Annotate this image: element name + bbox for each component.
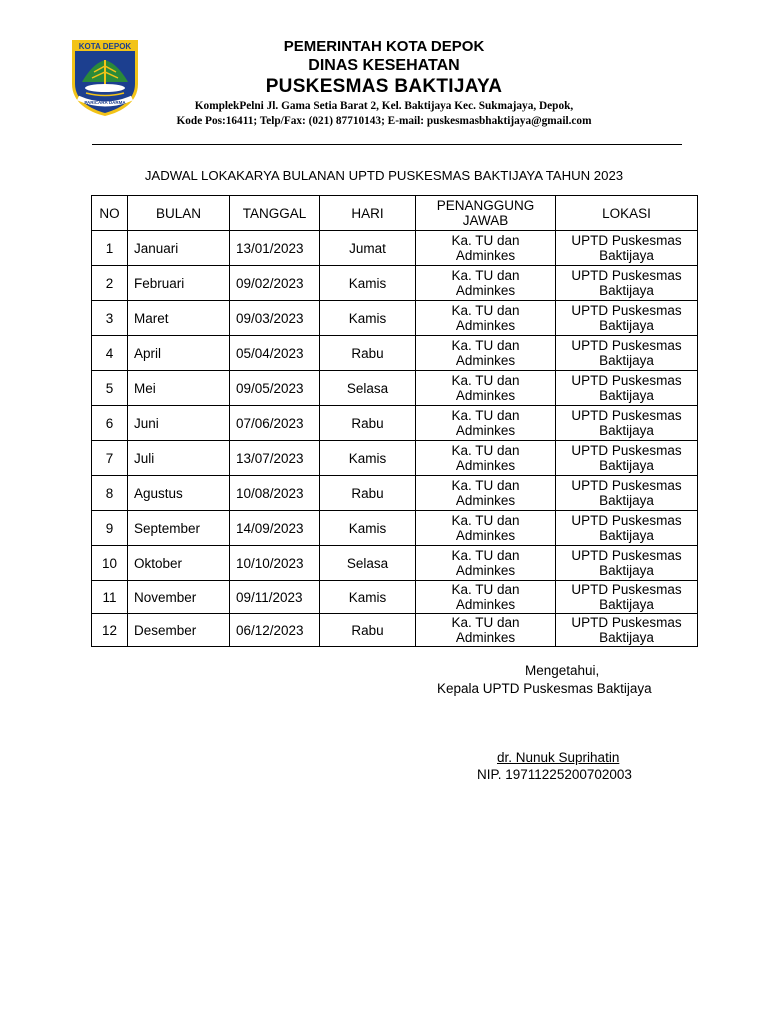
cell-bulan: September xyxy=(128,511,230,546)
header-no: NO xyxy=(92,196,128,231)
cell-hari: Rabu xyxy=(320,336,416,371)
cell-tanggal: 13/07/2023 xyxy=(230,441,320,476)
cell-hari: Kamis xyxy=(320,511,416,546)
cell-pj-line1: Ka. TU dan xyxy=(451,548,520,563)
cell-penanggung-jawab xyxy=(416,371,556,406)
cell-bulan: November xyxy=(128,581,230,614)
cell-no: 4 xyxy=(92,336,128,371)
letterhead-government: PEMERINTAH KOTA DEPOK xyxy=(283,38,485,55)
cell-lokasi-line2: Baktijaya xyxy=(599,423,654,438)
cell-bulan: Mei xyxy=(128,371,230,406)
cell-lokasi-line1: UPTD Puskesmas xyxy=(571,233,682,248)
cell-lokasi xyxy=(556,406,698,441)
cell-lokasi xyxy=(556,336,698,371)
cell-lokasi xyxy=(556,581,698,614)
cell-lokasi-line1: UPTD Puskesmas xyxy=(571,338,682,353)
table-row xyxy=(92,406,698,441)
cell-bulan: Juli xyxy=(128,441,230,476)
cell-hari: Rabu xyxy=(320,476,416,511)
cell-hari: Kamis xyxy=(320,266,416,301)
document-title: JADWAL LOKAKARYA BULANAN UPTD PUSKESMAS BAKTIJAYA TAHUN 2023 xyxy=(144,168,624,183)
cell-hari: Rabu xyxy=(320,614,416,647)
cell-pj-line2: Adminkes xyxy=(455,630,516,645)
cell-hari: Selasa xyxy=(320,371,416,406)
cell-lokasi-line1: UPTD Puskesmas xyxy=(571,373,682,388)
cell-bulan: Januari xyxy=(128,231,230,266)
cell-bulan: Desember xyxy=(128,614,230,647)
cell-tanggal: 09/03/2023 xyxy=(230,301,320,336)
cell-hari: Selasa xyxy=(320,546,416,581)
table-row xyxy=(92,266,698,301)
cell-lokasi xyxy=(556,266,698,301)
header-bulan: BULAN xyxy=(128,196,230,231)
header-tanggal: TANGGAL xyxy=(230,196,320,231)
logo-banner-text: KOTA DEPOK xyxy=(78,42,132,51)
header-penanggung-jawab xyxy=(416,196,556,231)
header-lokasi: LOKASI xyxy=(556,196,698,231)
cell-pj-line2: Adminkes xyxy=(455,563,516,578)
cell-penanggung-jawab xyxy=(416,511,556,546)
cell-tanggal: 09/11/2023 xyxy=(230,581,320,614)
cell-penanggung-jawab xyxy=(416,266,556,301)
cell-lokasi-line2: Baktijaya xyxy=(599,353,654,368)
table-row xyxy=(92,441,698,476)
signer-position: Kepala UPTD Puskesmas Baktijaya xyxy=(437,681,652,696)
cell-penanggung-jawab xyxy=(416,301,556,336)
header-hari: HARI xyxy=(320,196,416,231)
cell-lokasi-line2: Baktijaya xyxy=(599,597,654,612)
cell-tanggal: 09/02/2023 xyxy=(230,266,320,301)
cell-lokasi-line2: Baktijaya xyxy=(599,283,654,298)
cell-lokasi-line2: Baktijaya xyxy=(599,458,654,473)
cell-bulan: Juni xyxy=(128,406,230,441)
cell-pj-line1: Ka. TU dan xyxy=(451,478,520,493)
table-header-row xyxy=(92,196,698,231)
cell-pj-line1: Ka. TU dan xyxy=(451,373,520,388)
cell-pj-line1: Ka. TU dan xyxy=(451,268,520,283)
cell-lokasi-line2: Baktijaya xyxy=(599,388,654,403)
cell-hari: Jumat xyxy=(320,231,416,266)
cell-penanggung-jawab xyxy=(416,546,556,581)
header-pj-line2: JAWAB xyxy=(462,213,509,228)
cell-pj-line2: Adminkes xyxy=(455,528,516,543)
table-row xyxy=(92,581,698,614)
cell-lokasi-line2: Baktijaya xyxy=(599,248,654,263)
cell-lokasi xyxy=(556,614,698,647)
cell-pj-line2: Adminkes xyxy=(455,318,516,333)
cell-tanggal: 10/08/2023 xyxy=(230,476,320,511)
cell-pj-line1: Ka. TU dan xyxy=(451,513,520,528)
cell-no: 8 xyxy=(92,476,128,511)
table-row xyxy=(92,614,698,647)
table-row xyxy=(92,546,698,581)
cell-penanggung-jawab xyxy=(416,476,556,511)
cell-no: 10 xyxy=(92,546,128,581)
cell-lokasi xyxy=(556,301,698,336)
cell-lokasi-line1: UPTD Puskesmas xyxy=(571,478,682,493)
table-row xyxy=(92,231,698,266)
cell-pj-line2: Adminkes xyxy=(455,458,516,473)
cell-bulan: April xyxy=(128,336,230,371)
signer-name: dr. Nunuk Suprihatin xyxy=(497,750,620,765)
cell-lokasi-line2: Baktijaya xyxy=(599,528,654,543)
cell-pj-line2: Adminkes xyxy=(455,353,516,368)
cell-pj-line1: Ka. TU dan xyxy=(451,615,520,630)
table-row xyxy=(92,511,698,546)
cell-tanggal: 14/09/2023 xyxy=(230,511,320,546)
cell-penanggung-jawab xyxy=(416,581,556,614)
acknowledgement-label: Mengetahui, xyxy=(525,663,600,678)
cell-lokasi xyxy=(556,441,698,476)
cell-lokasi-line1: UPTD Puskesmas xyxy=(571,268,682,283)
cell-tanggal: 06/12/2023 xyxy=(230,614,320,647)
cell-no: 11 xyxy=(92,581,128,614)
cell-lokasi-line2: Baktijaya xyxy=(599,563,654,578)
cell-no: 9 xyxy=(92,511,128,546)
cell-lokasi-line1: UPTD Puskesmas xyxy=(571,615,682,630)
cell-no: 3 xyxy=(92,301,128,336)
cell-lokasi-line1: UPTD Puskesmas xyxy=(571,303,682,318)
cell-pj-line2: Adminkes xyxy=(455,493,516,508)
cell-penanggung-jawab xyxy=(416,614,556,647)
cell-bulan: Agustus xyxy=(128,476,230,511)
schedule-table xyxy=(91,195,698,647)
cell-hari: Kamis xyxy=(320,581,416,614)
cell-pj-line1: Ka. TU dan xyxy=(451,408,520,423)
cell-hari: Kamis xyxy=(320,301,416,336)
cell-no: 7 xyxy=(92,441,128,476)
header-pj-line1: PENANGGUNG xyxy=(436,198,535,213)
cell-lokasi-line1: UPTD Puskesmas xyxy=(571,548,682,563)
cell-lokasi xyxy=(556,546,698,581)
cell-pj-line2: Adminkes xyxy=(455,248,516,263)
cell-lokasi-line1: UPTD Puskesmas xyxy=(571,582,682,597)
cell-penanggung-jawab xyxy=(416,336,556,371)
cell-no: 12 xyxy=(92,614,128,647)
cell-tanggal: 10/10/2023 xyxy=(230,546,320,581)
logo-motto-text: PARICARA DARMA xyxy=(84,100,126,105)
cell-penanggung-jawab xyxy=(416,231,556,266)
cell-lokasi xyxy=(556,511,698,546)
cell-pj-line1: Ka. TU dan xyxy=(451,338,520,353)
cell-penanggung-jawab xyxy=(416,406,556,441)
cell-hari: Rabu xyxy=(320,406,416,441)
cell-lokasi xyxy=(556,231,698,266)
cell-pj-line2: Adminkes xyxy=(455,423,516,438)
cell-pj-line1: Ka. TU dan xyxy=(451,582,520,597)
cell-bulan: Oktober xyxy=(128,546,230,581)
letterhead-divider xyxy=(92,144,682,145)
letterhead xyxy=(140,38,628,129)
letterhead-address: KomplekPelni Jl. Gama Setia Barat 2, Kel. Baktijaya Kec. Sukmajaya, Depok, xyxy=(194,100,574,112)
cell-lokasi xyxy=(556,371,698,406)
cell-pj-line1: Ka. TU dan xyxy=(451,303,520,318)
cell-tanggal: 05/04/2023 xyxy=(230,336,320,371)
cell-lokasi xyxy=(556,476,698,511)
letterhead-institution: PUSKESMAS BAKTIJAYA xyxy=(265,76,503,97)
cell-no: 5 xyxy=(92,371,128,406)
cell-tanggal: 13/01/2023 xyxy=(230,231,320,266)
cell-pj-line1: Ka. TU dan xyxy=(451,233,520,248)
cell-pj-line2: Adminkes xyxy=(455,283,516,298)
cell-lokasi-line1: UPTD Puskesmas xyxy=(571,443,682,458)
cell-penanggung-jawab xyxy=(416,441,556,476)
table-row xyxy=(92,371,698,406)
cell-no: 2 xyxy=(92,266,128,301)
cell-lokasi-line1: UPTD Puskesmas xyxy=(571,513,682,528)
table-row xyxy=(92,301,698,336)
cell-tanggal: 07/06/2023 xyxy=(230,406,320,441)
cell-pj-line1: Ka. TU dan xyxy=(451,443,520,458)
cell-no: 6 xyxy=(92,406,128,441)
cell-bulan: Februari xyxy=(128,266,230,301)
cell-tanggal: 09/05/2023 xyxy=(230,371,320,406)
signer-nip: NIP. 19711225200702003 xyxy=(477,767,632,782)
letterhead-contact: Kode Pos:16411; Telp/Fax: (021) 87710143; E-mail: puskesmasbhaktijaya@gmail.com xyxy=(176,115,592,127)
cell-lokasi-line2: Baktijaya xyxy=(599,630,654,645)
table-row xyxy=(92,336,698,371)
cell-pj-line2: Adminkes xyxy=(455,388,516,403)
kota-depok-emblem xyxy=(68,38,142,118)
cell-lokasi-line2: Baktijaya xyxy=(599,318,654,333)
table-row xyxy=(92,476,698,511)
cell-no: 1 xyxy=(92,231,128,266)
cell-bulan: Maret xyxy=(128,301,230,336)
cell-hari: Kamis xyxy=(320,441,416,476)
cell-lokasi-line1: UPTD Puskesmas xyxy=(571,408,682,423)
letterhead-department: DINAS KESEHATAN xyxy=(308,57,460,74)
cell-lokasi-line2: Baktijaya xyxy=(599,493,654,508)
cell-pj-line2: Adminkes xyxy=(455,597,516,612)
